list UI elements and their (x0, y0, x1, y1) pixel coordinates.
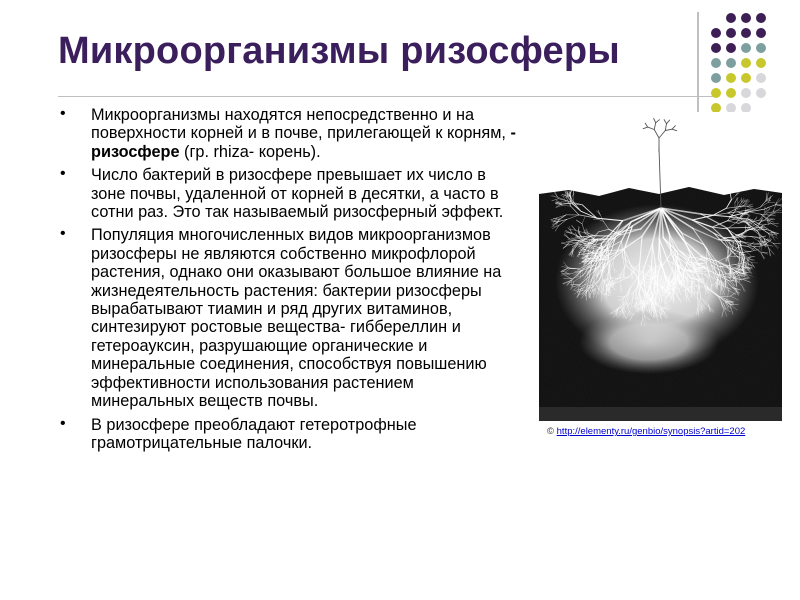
bullet-mark: • (60, 414, 66, 432)
decorative-dot (756, 73, 766, 83)
decorative-dot-grid (710, 12, 790, 112)
bullet-item: • В ризосфере преобладают гетеротрофные грамотрицательные палочки. (60, 414, 417, 452)
decorative-dot (726, 73, 736, 83)
decorative-dot (756, 58, 766, 68)
image-credit (547, 426, 745, 437)
decorative-dot (726, 58, 736, 68)
bullet-mark: • (60, 105, 66, 122)
bullet-item: • Популяция многочисленных видов микроорганизмов ризосферы не являются собственно микрофлорой растения, однако они оказывают большое влияние на жизнедеятельность растения: бактерии ризосферы вырабатывают тиамин и ряд других витаминов, синтезируют ростовые вещества- гиббереллин и гетероауксин, разрушающие органические и минеральные соединения, способствуя повышению эффективности использования растением минеральных веществ почвы. (60, 225, 502, 411)
decorative-dot (726, 28, 736, 38)
root-system-photo (539, 112, 782, 421)
decorative-dot (741, 28, 751, 38)
decorative-dot (756, 43, 766, 53)
decorative-dot (741, 73, 751, 83)
decorative-dot (711, 103, 721, 112)
decorative-dot (726, 103, 736, 112)
copyright-symbol: © (547, 426, 554, 437)
decorative-dot (726, 13, 736, 23)
bullet-item: • Микроорганизмы находятся непосредственно и на поверхности корней и в почве, прилегающей к корням, - ризосфере (гр. rhiza- корень). (60, 105, 516, 161)
bullet-mark: • (60, 225, 66, 243)
decorative-dot (741, 103, 751, 112)
slide-title: Микроорганизмы ризосферы (58, 30, 620, 72)
decorative-dot (741, 43, 751, 53)
decorative-dot (711, 43, 721, 53)
decorative-dot (741, 13, 751, 23)
decorative-dot (741, 88, 751, 98)
decorative-dot (711, 58, 721, 68)
decorative-dot (741, 58, 751, 68)
decorative-dot (756, 13, 766, 23)
horizontal-divider (58, 96, 718, 97)
source-link[interactable]: http://elementy.ru/genbio/synopsis?artid=202 (556, 426, 746, 437)
vertical-divider (697, 12, 699, 112)
bullet-list (60, 106, 518, 457)
bullet-item: • Число бактерий в ризосфере превышает их число в зоне почвы, удаленной от корней в десятки, а часто в сотни раз. Это так называемый ризосферный эффект. (60, 165, 504, 222)
decorative-dot (756, 88, 766, 98)
rhizosphere-term: - ризосфере (91, 124, 516, 161)
decorative-dot (711, 28, 721, 38)
decorative-dot (756, 28, 766, 38)
decorative-dot (711, 88, 721, 98)
decorative-dot (726, 43, 736, 53)
decorative-dot (711, 73, 721, 83)
bullet-mark: • (60, 165, 66, 183)
decorative-dot (726, 88, 736, 98)
